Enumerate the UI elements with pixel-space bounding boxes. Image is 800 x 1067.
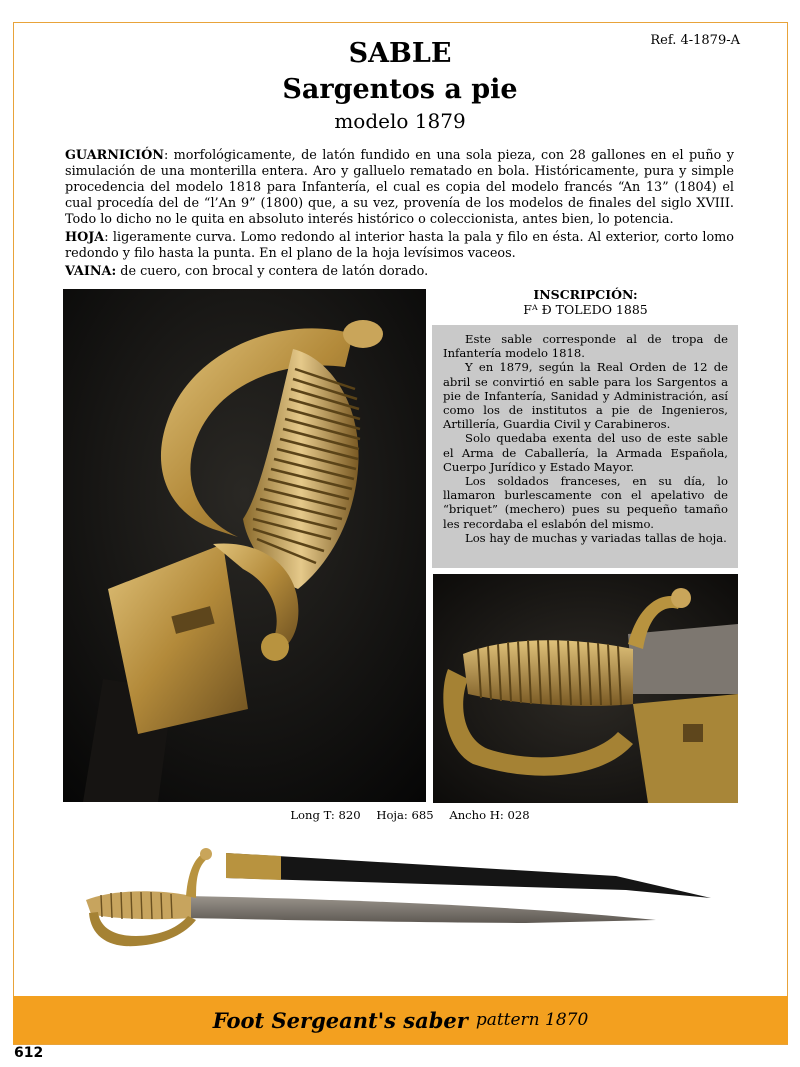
title-sable: SABLE bbox=[348, 38, 452, 69]
dimension-total: Long T: 820 bbox=[290, 808, 361, 822]
guarnicion-text: : morfológicamente, de latón fundido en una sola pieza, con 28 gallones en el puño y simulación de una monterilla entera. Aro y galluelo rematado en bola. Históricamente, pura y simple procedencia del modelo 1818 para Infantería, el cual es copia del modelo francés “An 13” (1804) el cual procedía del de “l’An 9” (1800) que, a su vez, provenía de los modelos de finales del siglo XVIII. Todo lo dicho no le quita en absoluto interés histórico o coleccionista, antes bien, lo potencia. bbox=[65, 148, 734, 227]
english-pattern: pattern 1870 bbox=[475, 1010, 589, 1030]
hilt-photo-small bbox=[433, 574, 738, 803]
history-paragraph: Y en 1879, según la Real Orden de 12 de abril se convirtió en sable para los Sargentos a pie de Infantería, Sanidad y Administración, así como los de institutos a pie de Ingenieros, Artillería, Guardia Civil y Carabineros. bbox=[443, 360, 728, 432]
guarnicion-label: GUARNICIÓN bbox=[65, 148, 164, 163]
hilt-small-illustration bbox=[433, 574, 738, 803]
guarnicion-paragraph bbox=[65, 148, 734, 228]
hilt-photo-large bbox=[63, 289, 426, 802]
vaina-label: VAINA: bbox=[65, 264, 117, 279]
inscription-value: Fᴬ Ð TOLEDO 1885 bbox=[523, 302, 648, 317]
title-subtitle: Sargentos a pie bbox=[282, 74, 518, 105]
vaina-paragraph bbox=[65, 264, 734, 280]
history-paragraph: Los soldados franceses, en su día, lo llamaron burlescamente con el apelativo de “briquet” (mechero) pues su pequeño tamaño les recordaba el eslabón del mismo. bbox=[443, 474, 728, 531]
full-sabre-illustration bbox=[86, 848, 716, 960]
english-title-band bbox=[13, 996, 788, 1044]
inscription-colon: : bbox=[632, 287, 638, 302]
dimension-blade: Hoja: 685 bbox=[376, 808, 434, 822]
inscription-label: INSCRIPCIÓN bbox=[533, 287, 633, 302]
title-model: modelo 1879 bbox=[334, 109, 466, 133]
history-box bbox=[432, 325, 738, 568]
history-paragraph: Los hay de muchas y variadas tallas de hoja. bbox=[465, 530, 727, 545]
dimensions bbox=[0, 808, 800, 822]
history-paragraph: Solo quedaba exenta del uso de este sable el Arma de Caballería, la Armada Española, Cuerpo Jurídico y Estado Mayor. bbox=[443, 431, 728, 474]
description bbox=[65, 148, 734, 282]
page-number: 612 bbox=[14, 1045, 44, 1061]
hoja-paragraph bbox=[65, 230, 734, 262]
hilt-large-illustration bbox=[63, 289, 426, 802]
hoja-label: HOJA bbox=[65, 230, 105, 245]
history-paragraph: Este sable corresponde al de tropa de Infantería modelo 1818. bbox=[443, 332, 728, 361]
english-name: Foot Sergeant's saber bbox=[212, 1007, 468, 1033]
full-sabre-photo bbox=[86, 848, 716, 960]
dimension-width: Ancho H: 028 bbox=[449, 808, 530, 822]
hoja-text: : ligeramente curva. Lomo redondo al interior hasta la pala y filo en ésta. Al exterior, corto lomo redondo y filo hasta la punta. En el plano de la hoja levísimos vaceos. bbox=[65, 230, 734, 261]
inscription-label-wrapper bbox=[433, 287, 738, 302]
vaina-text: de cuero, con brocal y contera de latón dorado. bbox=[116, 264, 429, 279]
reference-number: Ref. 4-1879-A bbox=[650, 33, 740, 48]
